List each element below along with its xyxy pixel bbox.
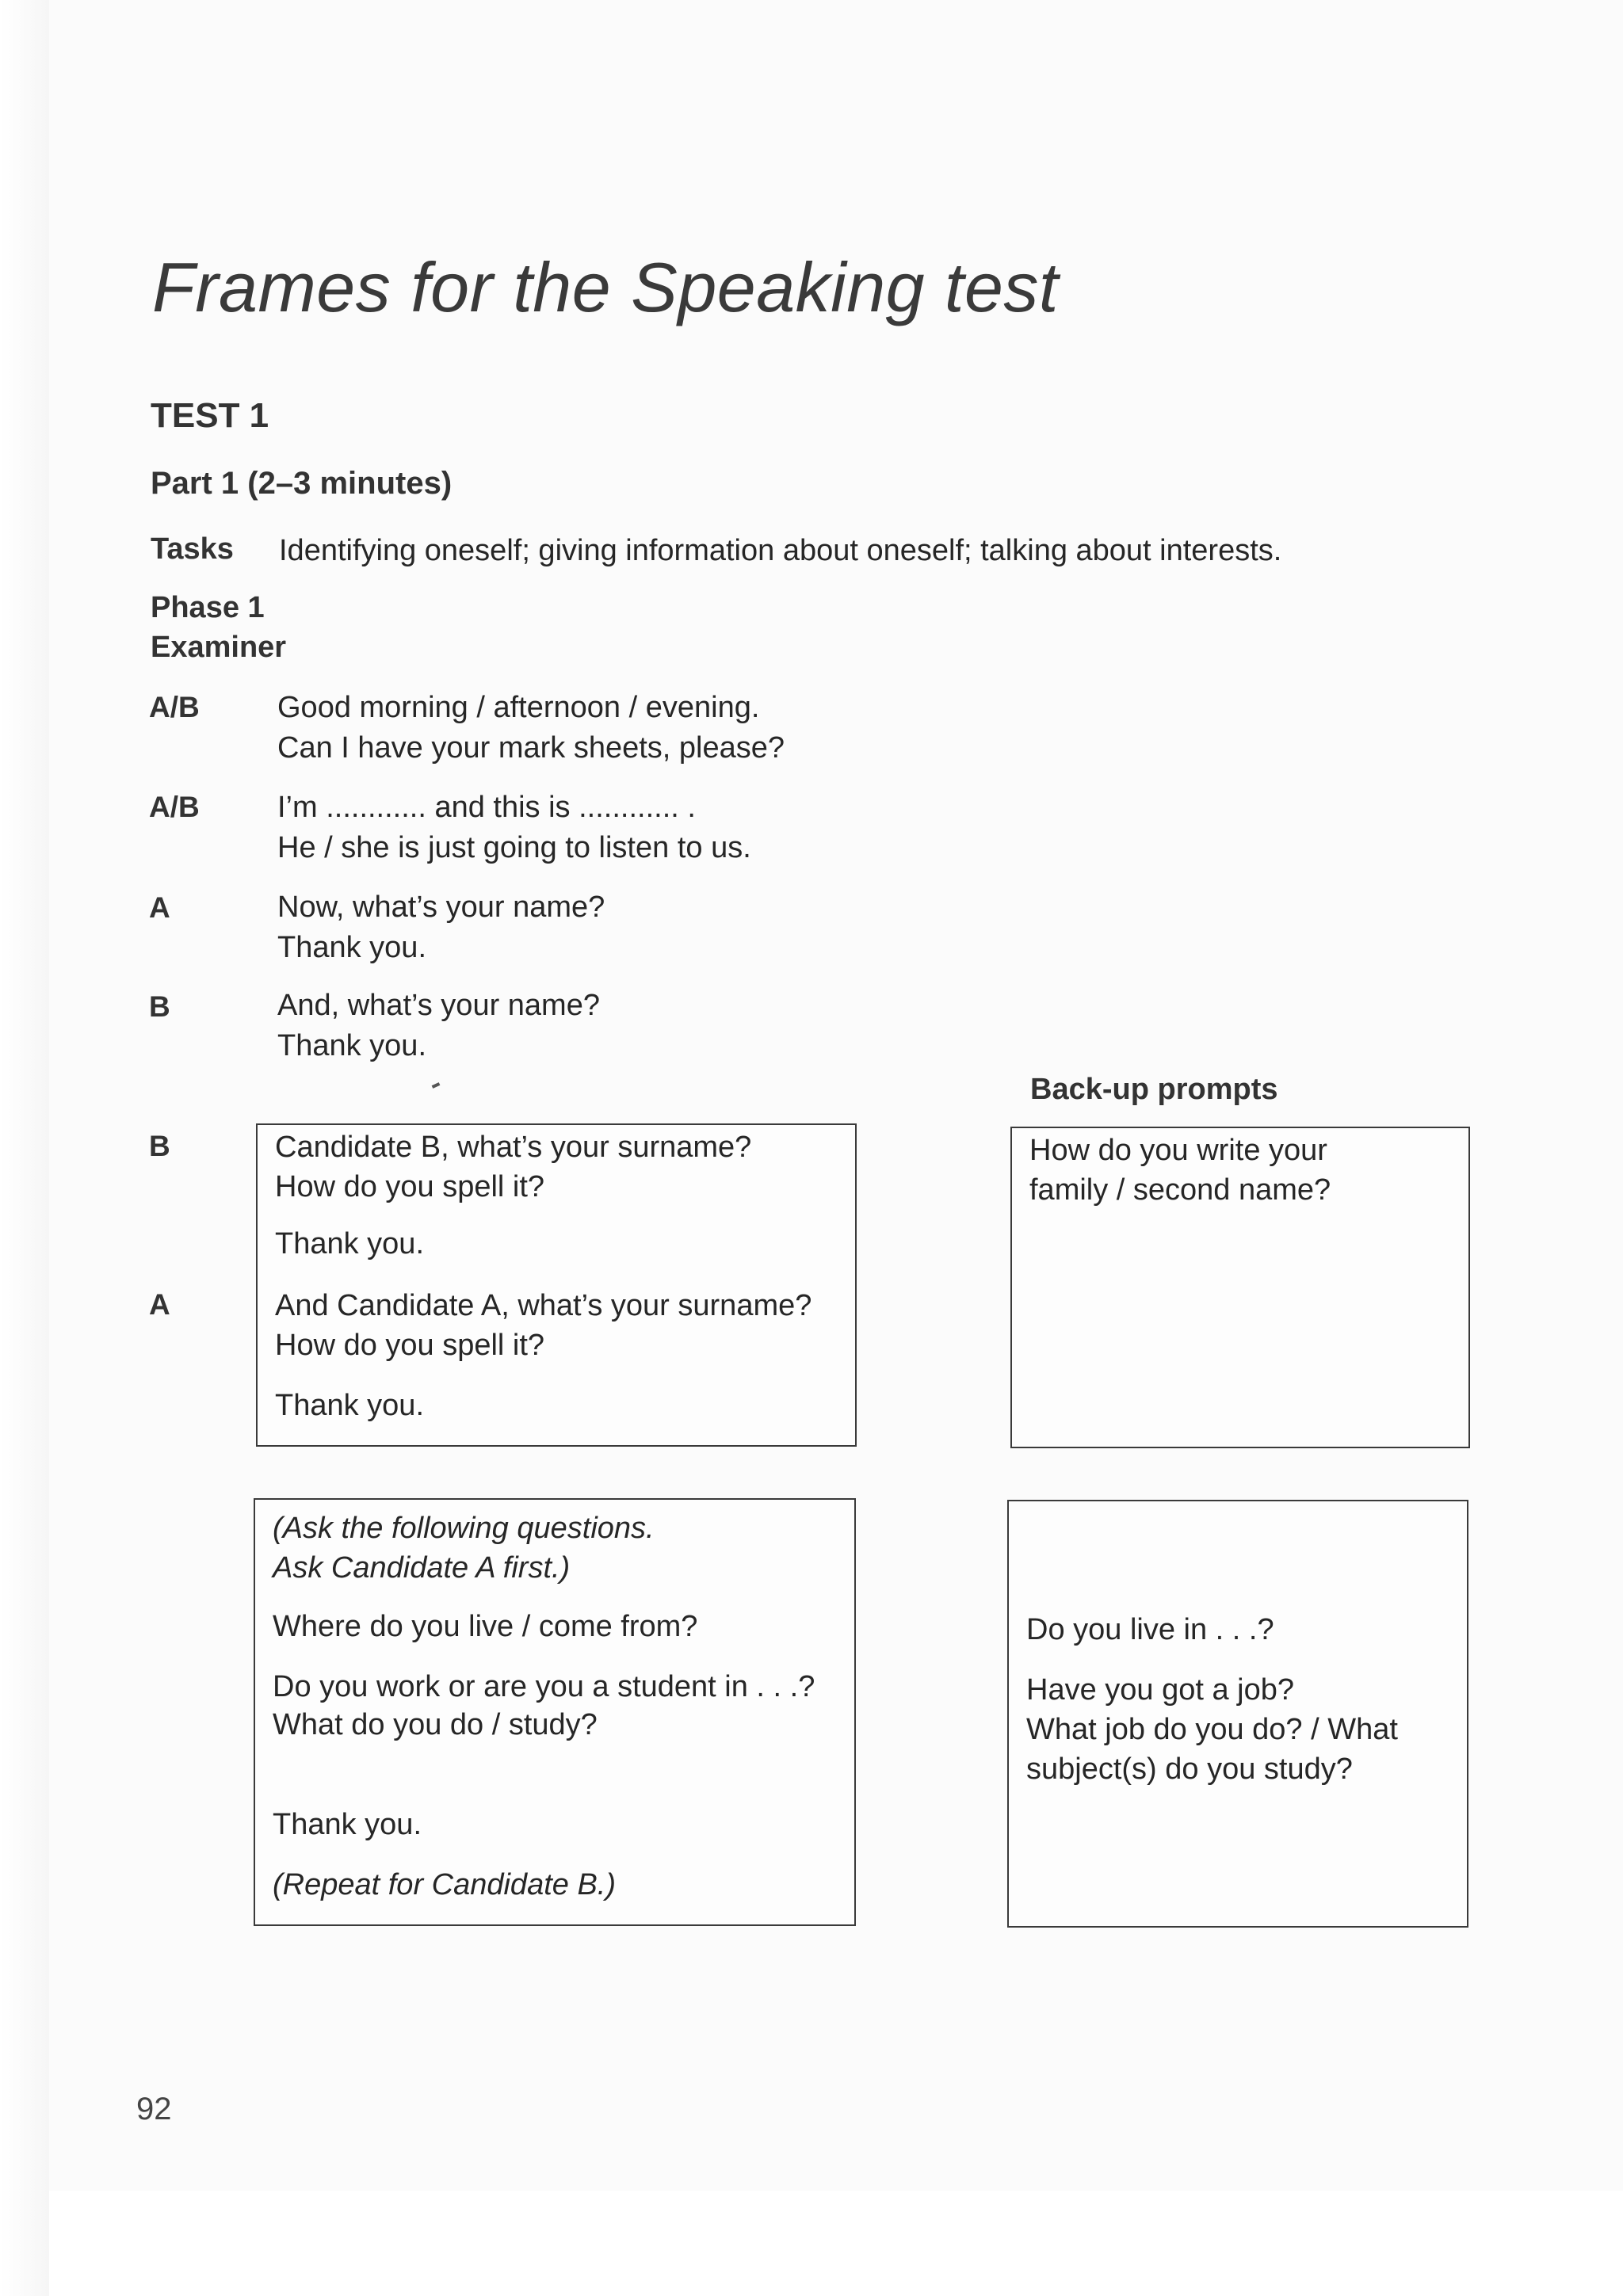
frame-line: Candidate B, what’s your surname?: [275, 1131, 752, 1164]
speaker-label: B: [149, 1130, 170, 1162]
frame-instruction: (Ask the following questions.: [273, 1512, 655, 1545]
script-line: Good morning / afternoon / evening.: [277, 691, 760, 724]
backup-line: subject(s) do you study?: [1026, 1753, 1353, 1786]
page-edge-shadow: [0, 0, 49, 2296]
script-line: Thank you.: [277, 1029, 426, 1062]
speaker-label: B: [149, 990, 170, 1023]
page-title: Frames for the Speaking test: [152, 248, 1059, 326]
examiner-frame-surname: [256, 1123, 857, 1447]
speaker-label: A/B: [149, 691, 200, 723]
frame-line: What do you do / study?: [273, 1708, 598, 1741]
script-entry: [277, 788, 751, 868]
backup-frame-questions: [1007, 1500, 1468, 1928]
script-line: Thank you.: [277, 931, 426, 964]
frame-line: Thank you.: [275, 1227, 424, 1261]
test-heading: TEST 1: [151, 396, 269, 435]
tasks-text: Identifying oneself; giving information about oneself; talking about interests.: [279, 534, 1282, 567]
frame-instruction: (Repeat for Candidate B.): [273, 1868, 617, 1901]
frame-instruction: Ask Candidate A first.): [273, 1551, 571, 1585]
phase-heading: Phase 1: [151, 591, 265, 624]
frame-line: And Candidate A, what’s your surname?: [275, 1289, 812, 1322]
pen-mark: [432, 1082, 441, 1089]
frame-line: How do you spell it?: [275, 1170, 545, 1203]
backup-line: What job do you do? / What: [1026, 1713, 1398, 1746]
frame-line: How do you spell it?: [275, 1329, 545, 1362]
frame-line: Where do you live / come from?: [273, 1610, 698, 1643]
speaker-label: A/B: [149, 791, 200, 823]
page-number: 92: [136, 2092, 172, 2126]
frame-line: Thank you.: [273, 1808, 422, 1841]
script-line: Can I have your mark sheets, please?: [277, 731, 785, 765]
script-entry: [277, 688, 785, 769]
page-bottom-margin: [49, 2191, 1623, 2296]
backup-frame-surname: [1010, 1127, 1470, 1448]
backup-prompts-heading: Back-up prompts: [1030, 1073, 1278, 1106]
frame-line: Thank you.: [275, 1389, 424, 1422]
examiner-heading: Examiner: [151, 631, 287, 664]
speaker-label: A: [149, 1288, 170, 1321]
tasks-label: Tasks: [151, 532, 234, 566]
script-entry: [277, 887, 605, 968]
script-entry: [277, 986, 600, 1066]
script-line: I’m ............ and this is ............ .: [277, 791, 696, 824]
backup-line: family / second name?: [1029, 1173, 1331, 1207]
script-line: Now, what’s your name?: [277, 891, 605, 924]
backup-line: How do you write your: [1029, 1134, 1327, 1167]
speaker-label: A: [149, 891, 170, 924]
script-line: He / she is just going to listen to us.: [277, 831, 751, 864]
frame-line: Do you work or are you a student in . . .?: [273, 1670, 815, 1703]
examiner-frame-questions: [254, 1498, 856, 1926]
part-heading: Part 1 (2–3 minutes): [151, 466, 453, 501]
backup-line: Do you live in . . .?: [1026, 1613, 1274, 1646]
backup-line: Have you got a job?: [1026, 1673, 1295, 1707]
script-line: And, what’s your name?: [277, 989, 600, 1022]
